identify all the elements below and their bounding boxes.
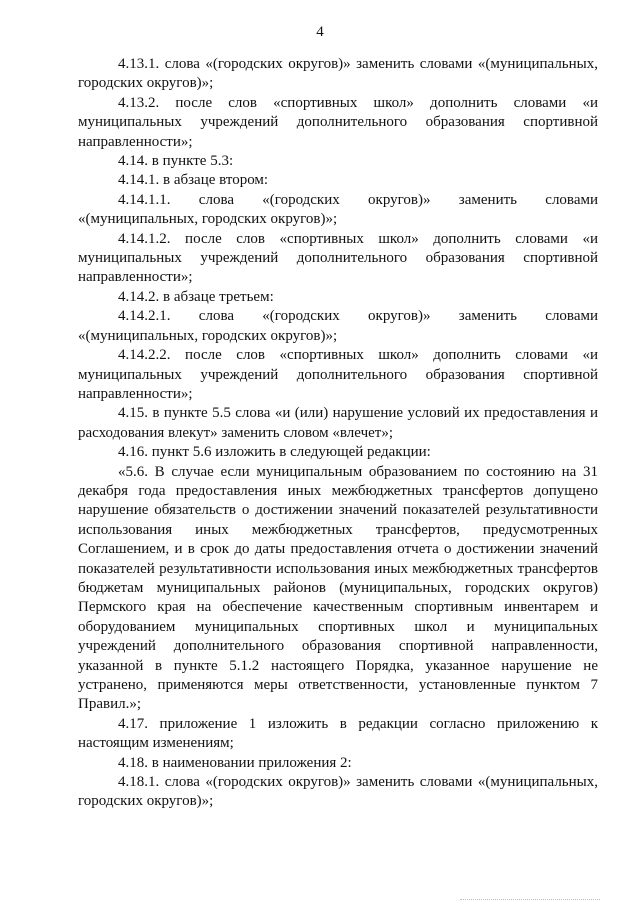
page-number: 4 [316,24,324,40]
paragraph-4-14-2-1: 4.14.2.1. слова «(городских округов)» заменить словами «(муниципальных, городских округов)»; [78,308,598,344]
paragraph-4-14-2-2: 4.14.2.2. после слов «спортивных школ» дополнить словами «и муниципальных учреждений дополнительного образования спортивной направленности»; [78,347,598,402]
paragraph-4-15: 4.15. в пункте 5.5 слова «и (или) нарушение условий их предоставления и расходования влекут» заменить словом «влечет»; [78,405,598,441]
paragraph-4-18-1: 4.18.1. слова «(городских округов)» заменить словами «(муниципальных, городских округов)»; [78,774,598,810]
paragraph-4-14-1: 4.14.1. в абзаце втором: [118,172,269,189]
paragraph-4-14-1-1: 4.14.1.1. слова «(городских округов)» заменить словами «(муниципальных, городских округов)»; [78,191,598,228]
paragraph-4-13-2: 4.13.2. после слов «спортивных школ» дополнить словами «и муниципальных учреждений дополнительного образования спортивной направленности»; [78,94,598,150]
paragraph-4-13-1: 4.13.1. слова «(городских округов)» заменить словами «(муниципальных, городских округов)»; [78,56,598,92]
scan-artifact [460,899,600,902]
document-body [78,55,598,812]
paragraph-5-6-quoted-text: «5.6. В случае если муниципальным образованием по состоянию на 31 декабря года предоставления иных межбюджетных трансфертов допущено нарушение обязательств о достижении значений показателей результативности использования иных межбюджетных трансфертов, предусмотренных Соглашением, и в срок до даты предоставления отчета о достижении значений показателей результативности использования иных межбюджетных трансфертов бюджетам муниципальных районов (муниципальных, городских округов) Пермского края на обеспечение качественным спортивным инвентарем и оборудованием муниципальных спортивных школ и муниципальных учреждений дополнительного образования спортивной направленности, указанной в пункте 5.1.2 настоящего Порядка, указанное нарушение не устранено, применяются меры ответственности, установленные пунктом 7 Правил.»; [78,463,598,713]
paragraph-4-14: 4.14. в пункте 5.3: [118,153,234,170]
paragraph-4-17: 4.17. приложение 1 изложить в редакции согласно приложению к настоящим изменениям; [78,715,598,752]
paragraph-4-16: 4.16. пункт 5.6 изложить в следующей редакции: [118,444,431,461]
paragraph-4-14-1-2: 4.14.1.2. после слов «спортивных школ» дополнить словами «и муниципальных учреждений дополнительного образования спортивной направленности»; [78,230,598,286]
paragraph-4-14-2: 4.14.2. в абзаце третьем: [118,288,274,305]
paragraph-4-18: 4.18. в наименовании приложения 2: [118,754,352,771]
